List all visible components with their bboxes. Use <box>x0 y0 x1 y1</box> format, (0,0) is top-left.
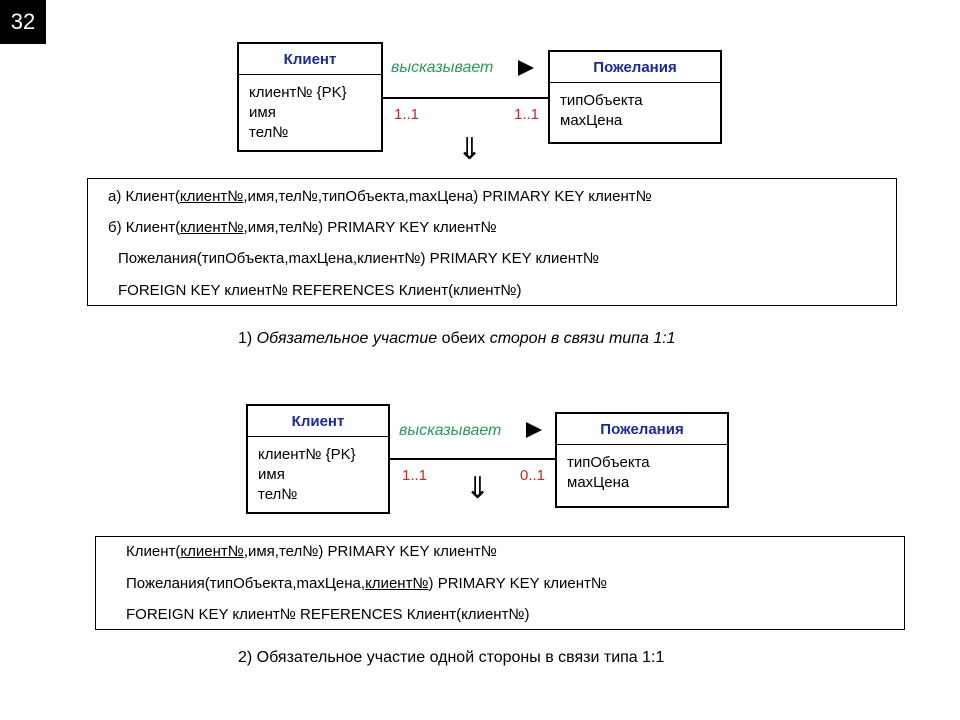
entity-title: Клиент <box>248 406 388 437</box>
foreign-key: клиент№ <box>365 575 429 592</box>
schema-line-c: FOREIGN KEY клиент№ REFERENCES Клиент(клиент№) <box>126 606 530 623</box>
entity-attributes <box>550 83 720 139</box>
schema-text: ,имя,тел№) PRIMARY KEY клиент№ <box>243 219 497 236</box>
entity-attributes <box>248 437 388 513</box>
entity-attribute: имя <box>258 466 285 483</box>
caption-part: сторон в связи типа 1:1 <box>489 330 676 347</box>
schema-line-b <box>108 219 497 236</box>
implies-arrow-icon: ⇓ <box>465 472 491 505</box>
caption-num: 1) <box>238 330 257 347</box>
entity-attribute: клиент№ {PK} <box>249 84 347 101</box>
entity-attributes <box>557 445 727 501</box>
schema-text: ,имя,тел№,типОбъекта,maxЦена) PRIMARY KEY клиент№ <box>243 188 652 205</box>
schema-text: Пожелания(типОбъекта,maxЦена, <box>126 575 366 592</box>
primary-key: клиент№ <box>180 219 244 236</box>
primary-key: клиент№ <box>180 543 244 560</box>
schema-box-bottom <box>95 536 905 630</box>
implies-arrow-icon: ⇓ <box>457 133 483 166</box>
entity-title: Клиент <box>239 44 381 75</box>
entity-attribute: тел№ <box>258 486 298 503</box>
caption-part: Обязательное участие <box>256 330 438 347</box>
relationship-line <box>383 97 549 99</box>
primary-key: клиент№ <box>179 188 244 205</box>
schema-text: б) Клиент( <box>108 219 181 236</box>
relationship-line <box>390 458 556 460</box>
direction-arrow-icon <box>526 422 542 438</box>
cardinality-right: 1..1 <box>514 106 540 123</box>
schema-text: Клиент( <box>126 543 181 560</box>
caption-part: обеих <box>437 330 490 347</box>
schema-line-d: FOREIGN KEY клиент№ REFERENCES Клиент(клиент№) <box>118 282 522 299</box>
schema-line-b <box>126 575 607 592</box>
caption-top <box>238 330 676 348</box>
entity-attribute: тел№ <box>249 124 289 141</box>
schema-box-top <box>87 178 897 306</box>
caption-bottom: 2) Обязательное участие одной стороны в связи типа 1:1 <box>238 649 665 666</box>
entity-client-top <box>237 42 383 152</box>
cardinality-left: 1..1 <box>394 106 420 123</box>
entity-attribute: махЦена <box>560 112 623 129</box>
entity-client-bottom <box>246 404 390 514</box>
relationship-label: высказывает <box>399 422 502 439</box>
relationship-label: высказывает <box>391 59 494 76</box>
schema-line-a <box>126 543 497 560</box>
entity-title: Пожелания <box>557 414 727 445</box>
direction-arrow-icon <box>518 60 534 76</box>
schema-text: а) Клиент( <box>108 188 180 205</box>
entity-wishes-top <box>548 50 722 144</box>
entity-attribute: махЦена <box>567 474 630 491</box>
entity-wishes-bottom <box>555 412 729 508</box>
cardinality-right: 0..1 <box>520 467 546 484</box>
entity-attribute: клиент№ {PK} <box>258 446 356 463</box>
slide-number: 32 <box>0 0 46 44</box>
schema-text: ,имя,тел№) PRIMARY KEY клиент№ <box>243 543 497 560</box>
schema-line-a <box>108 188 652 205</box>
entity-title: Пожелания <box>550 52 720 83</box>
entity-attribute: имя <box>249 104 276 121</box>
entity-attribute: типОбъекта <box>560 92 643 109</box>
schema-line-c: Пожелания(типОбъекта,maxЦена,клиент№) PRIMARY KEY клиент№ <box>118 250 600 267</box>
entity-attribute: типОбъекта <box>567 454 650 471</box>
schema-text: ) PRIMARY KEY клиент№ <box>428 575 608 592</box>
cardinality-left: 1..1 <box>402 467 428 484</box>
entity-attributes <box>239 75 381 151</box>
